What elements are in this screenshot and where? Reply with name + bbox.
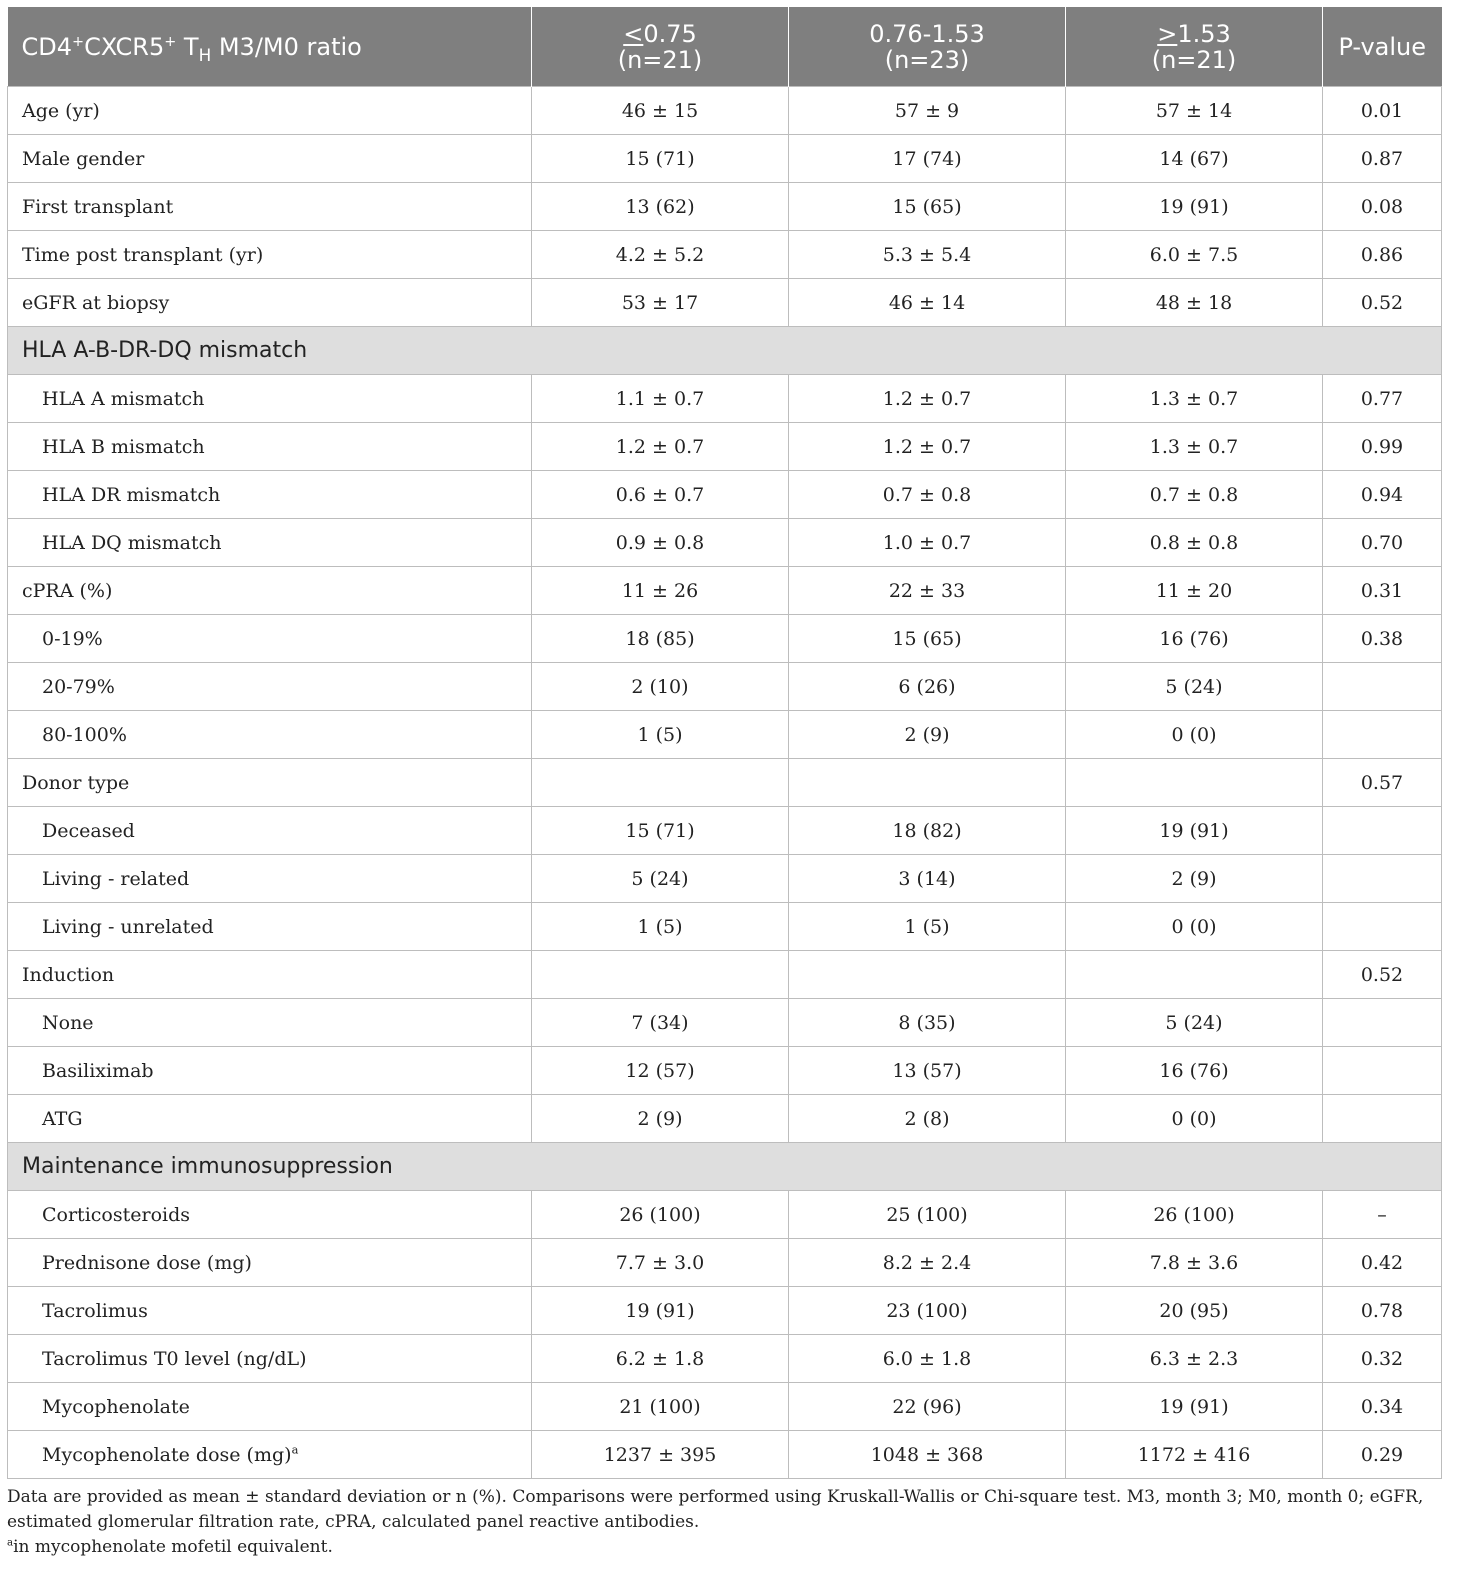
cell-value: 53 ± 17 xyxy=(532,279,789,327)
cell-value: 1 (5) xyxy=(789,903,1066,951)
table-row xyxy=(8,183,1442,231)
table-row xyxy=(8,759,1442,807)
table-row xyxy=(8,663,1442,711)
table-row xyxy=(8,1431,1442,1479)
cell-pvalue: 0.87 xyxy=(1323,135,1442,183)
cell-value: 19 (91) xyxy=(1066,1383,1323,1431)
cell-pvalue xyxy=(1323,711,1442,759)
cell-value: 48 ± 18 xyxy=(1066,279,1323,327)
cell-pvalue: 0.34 xyxy=(1323,1383,1442,1431)
cell-value: 12 (57) xyxy=(532,1047,789,1095)
cell-value: 1172 ± 416 xyxy=(1066,1431,1323,1479)
cell-value: 15 (65) xyxy=(789,183,1066,231)
cell-value: 57 ± 14 xyxy=(1066,87,1323,135)
cell-value: 5 (24) xyxy=(532,855,789,903)
cell-value: 19 (91) xyxy=(532,1287,789,1335)
table-row xyxy=(8,1191,1442,1239)
section-row xyxy=(8,327,1442,375)
cell-value: 11 ± 20 xyxy=(1066,567,1323,615)
cell-value: 1 (5) xyxy=(532,903,789,951)
row-label: None xyxy=(8,999,532,1047)
cell-value: 0.7 ± 0.8 xyxy=(789,471,1066,519)
cell-value: 26 (100) xyxy=(532,1191,789,1239)
row-label: HLA DQ mismatch xyxy=(8,519,532,567)
cell-value: 15 (65) xyxy=(789,615,1066,663)
table-row xyxy=(8,375,1442,423)
cell-value: 8 (35) xyxy=(789,999,1066,1047)
cell-value xyxy=(1066,759,1323,807)
footnote-main: Data are provided as mean ± standard deviation or n (%). Comparisons were performed using Kruskall-Wallis or Chi-square test. M3, month 3; M0, month 0; eGFR, estimated glomerular filtration rate, cPRA, calculated panel reactive antibodies. xyxy=(7,1487,1424,1532)
cell-pvalue: 0.42 xyxy=(1323,1239,1442,1287)
table-row xyxy=(8,903,1442,951)
data-table xyxy=(7,7,1442,1479)
row-label: 80-100% xyxy=(8,711,532,759)
table-row xyxy=(8,999,1442,1047)
cell-value xyxy=(532,951,789,999)
cell-value xyxy=(1066,951,1323,999)
row-label: Living - unrelated xyxy=(8,903,532,951)
section-label: HLA A-B-DR-DQ mismatch xyxy=(8,327,1442,375)
cell-value: 1.2 ± 0.7 xyxy=(789,375,1066,423)
cell-value: 4.2 ± 5.2 xyxy=(532,231,789,279)
table-row xyxy=(8,471,1442,519)
table-row xyxy=(8,231,1442,279)
cell-value: 0 (0) xyxy=(1066,903,1323,951)
row-label: Basiliximab xyxy=(8,1047,532,1095)
cell-value: 2 (9) xyxy=(1066,855,1323,903)
cell-pvalue: 0.94 xyxy=(1323,471,1442,519)
table-row xyxy=(8,279,1442,327)
table-row xyxy=(8,567,1442,615)
cell-pvalue: 0.99 xyxy=(1323,423,1442,471)
row-label: First transplant xyxy=(8,183,532,231)
row-label: ATG xyxy=(8,1095,532,1143)
table-footnotes xyxy=(7,1485,1447,1560)
row-label: Corticosteroids xyxy=(8,1191,532,1239)
cell-value xyxy=(532,759,789,807)
cell-value: 7 (34) xyxy=(532,999,789,1047)
row-label: Male gender xyxy=(8,135,532,183)
cell-value: 15 (71) xyxy=(532,807,789,855)
row-label: Time post transplant (yr) xyxy=(8,231,532,279)
row-label: Tacrolimus T0 level (ng/dL) xyxy=(8,1335,532,1383)
table-row xyxy=(8,1287,1442,1335)
cell-value: 6.0 ± 7.5 xyxy=(1066,231,1323,279)
cell-value: 15 (71) xyxy=(532,135,789,183)
cell-value: 5 (24) xyxy=(1066,663,1323,711)
cell-value: 17 (74) xyxy=(789,135,1066,183)
cell-value: 19 (91) xyxy=(1066,807,1323,855)
cell-value: 2 (9) xyxy=(532,1095,789,1143)
table-container xyxy=(7,7,1453,1560)
cell-pvalue: 0.31 xyxy=(1323,567,1442,615)
footnote-a: $^a$in mycophenolate mofetil equivalent. xyxy=(7,1537,333,1557)
cell-value: 6.3 ± 2.3 xyxy=(1066,1335,1323,1383)
header-col-3: >1.53 (n=21) xyxy=(1066,7,1323,87)
header-col-2: 0.76-1.53 (n=23) xyxy=(789,7,1066,87)
cell-pvalue xyxy=(1323,663,1442,711)
cell-pvalue: 0.57 xyxy=(1323,759,1442,807)
table-row xyxy=(8,1239,1442,1287)
cell-value: 8.2 ± 2.4 xyxy=(789,1239,1066,1287)
cell-pvalue: – xyxy=(1323,1191,1442,1239)
cell-value: 20 (95) xyxy=(1066,1287,1323,1335)
table-row xyxy=(8,519,1442,567)
cell-pvalue: 0.52 xyxy=(1323,951,1442,999)
cell-value: 1.3 ± 0.7 xyxy=(1066,423,1323,471)
cell-value: 2 (8) xyxy=(789,1095,1066,1143)
cell-value: 3 (14) xyxy=(789,855,1066,903)
table-row xyxy=(8,87,1442,135)
row-label: Age (yr) xyxy=(8,87,532,135)
cell-value: 18 (82) xyxy=(789,807,1066,855)
cell-value: 1237 ± 395 xyxy=(532,1431,789,1479)
cell-value xyxy=(789,951,1066,999)
table-row xyxy=(8,807,1442,855)
row-label: Tacrolimus xyxy=(8,1287,532,1335)
cell-value: 19 (91) xyxy=(1066,183,1323,231)
cell-pvalue: 0.78 xyxy=(1323,1287,1442,1335)
cell-value: 0 (0) xyxy=(1066,711,1323,759)
header-ratio-label: CD4+CXCR5+ $T_H$ M3/M0 ratio xyxy=(8,7,532,87)
cell-value: 1048 ± 368 xyxy=(789,1431,1066,1479)
cell-value: 18 (85) xyxy=(532,615,789,663)
cell-pvalue: 0.52 xyxy=(1323,279,1442,327)
cell-pvalue: 0.38 xyxy=(1323,615,1442,663)
cell-value: 13 (62) xyxy=(532,183,789,231)
row-label: Mycophenolate xyxy=(8,1383,532,1431)
row-label: HLA DR mismatch xyxy=(8,471,532,519)
cell-pvalue: 0.32 xyxy=(1323,1335,1442,1383)
section-label: Maintenance immunosuppression xyxy=(8,1143,1442,1191)
cell-pvalue xyxy=(1323,1095,1442,1143)
header-col-1: <0.75 (n=21) xyxy=(532,7,789,87)
cell-pvalue xyxy=(1323,903,1442,951)
header-pvalue: P-value xyxy=(1323,7,1442,87)
cell-value: 1.2 ± 0.7 xyxy=(532,423,789,471)
cell-value: 5.3 ± 5.4 xyxy=(789,231,1066,279)
cell-pvalue xyxy=(1323,855,1442,903)
cell-value: 21 (100) xyxy=(532,1383,789,1431)
cell-value: 6 (26) xyxy=(789,663,1066,711)
section-row xyxy=(8,1143,1442,1191)
row-label: HLA B mismatch xyxy=(8,423,532,471)
row-label: Prednisone dose (mg) xyxy=(8,1239,532,1287)
row-label: 0-19% xyxy=(8,615,532,663)
cell-value: 5 (24) xyxy=(1066,999,1323,1047)
row-label: 20-79% xyxy=(8,663,532,711)
row-label: eGFR at biopsy xyxy=(8,279,532,327)
cell-value: 25 (100) xyxy=(789,1191,1066,1239)
table-row xyxy=(8,951,1442,999)
cell-value: 0.6 ± 0.7 xyxy=(532,471,789,519)
table-row xyxy=(8,423,1442,471)
row-label: HLA A mismatch xyxy=(8,375,532,423)
row-label: Mycophenolate dose (mg)$^a$ xyxy=(8,1431,532,1479)
cell-value: 23 (100) xyxy=(789,1287,1066,1335)
cell-value: 16 (76) xyxy=(1066,615,1323,663)
table-row xyxy=(8,1095,1442,1143)
row-label: Induction xyxy=(8,951,532,999)
table-body xyxy=(8,87,1442,1479)
cell-value: 1.2 ± 0.7 xyxy=(789,423,1066,471)
cell-value: 7.7 ± 3.0 xyxy=(532,1239,789,1287)
cell-value: 0.9 ± 0.8 xyxy=(532,519,789,567)
table-row xyxy=(8,615,1442,663)
cell-value: 46 ± 15 xyxy=(532,87,789,135)
cell-pvalue xyxy=(1323,999,1442,1047)
cell-value: 2 (10) xyxy=(532,663,789,711)
cell-value: 1.0 ± 0.7 xyxy=(789,519,1066,567)
cell-value: 11 ± 26 xyxy=(532,567,789,615)
cell-pvalue: 0.08 xyxy=(1323,183,1442,231)
table-row xyxy=(8,1047,1442,1095)
cell-pvalue: 0.86 xyxy=(1323,231,1442,279)
cell-value: 0 (0) xyxy=(1066,1095,1323,1143)
cell-value: 0.8 ± 0.8 xyxy=(1066,519,1323,567)
cell-pvalue: 0.01 xyxy=(1323,87,1442,135)
row-label: Donor type xyxy=(8,759,532,807)
cell-value: 6.0 ± 1.8 xyxy=(789,1335,1066,1383)
cell-value: 16 (76) xyxy=(1066,1047,1323,1095)
table-header xyxy=(8,7,1442,87)
cell-value: 22 (96) xyxy=(789,1383,1066,1431)
cell-value: 0.7 ± 0.8 xyxy=(1066,471,1323,519)
cell-value: 7.8 ± 3.6 xyxy=(1066,1239,1323,1287)
row-label: Deceased xyxy=(8,807,532,855)
table-row xyxy=(8,1383,1442,1431)
cell-value: 1.1 ± 0.7 xyxy=(532,375,789,423)
row-label: cPRA (%) xyxy=(8,567,532,615)
cell-value: 1.3 ± 0.7 xyxy=(1066,375,1323,423)
cell-pvalue: 0.70 xyxy=(1323,519,1442,567)
cell-pvalue: 0.29 xyxy=(1323,1431,1442,1479)
cell-value: 2 (9) xyxy=(789,711,1066,759)
cell-pvalue: 0.77 xyxy=(1323,375,1442,423)
table-row xyxy=(8,711,1442,759)
row-label: Living - related xyxy=(8,855,532,903)
cell-value: 14 (67) xyxy=(1066,135,1323,183)
cell-pvalue xyxy=(1323,807,1442,855)
cell-value: 26 (100) xyxy=(1066,1191,1323,1239)
cell-pvalue xyxy=(1323,1047,1442,1095)
cell-value: 1 (5) xyxy=(532,711,789,759)
table-row xyxy=(8,1335,1442,1383)
table-row xyxy=(8,855,1442,903)
cell-value xyxy=(789,759,1066,807)
cell-value: 46 ± 14 xyxy=(789,279,1066,327)
cell-value: 57 ± 9 xyxy=(789,87,1066,135)
cell-value: 6.2 ± 1.8 xyxy=(532,1335,789,1383)
cell-value: 22 ± 33 xyxy=(789,567,1066,615)
table-row xyxy=(8,135,1442,183)
cell-value: 13 (57) xyxy=(789,1047,1066,1095)
